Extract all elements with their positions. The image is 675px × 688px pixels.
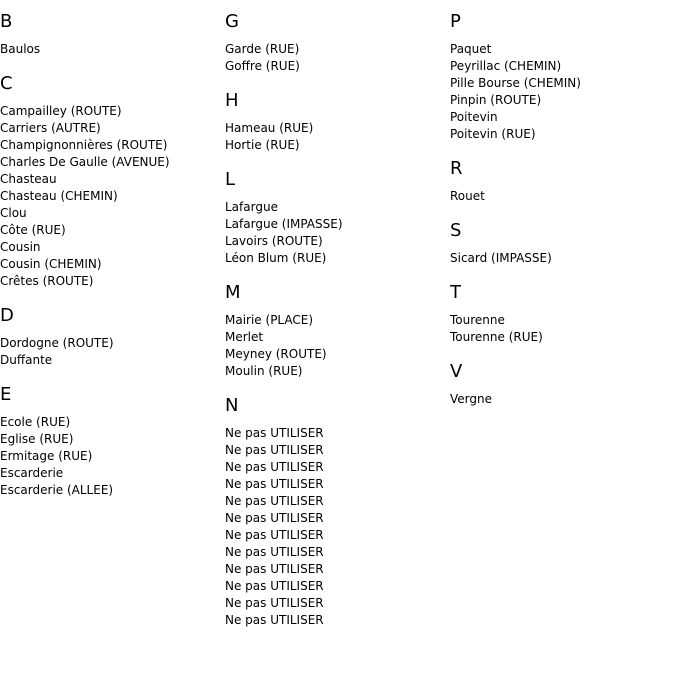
list-item	[450, 75, 670, 92]
street-index-column-1	[0, 0, 220, 514]
letter-group-t	[450, 282, 670, 346]
street-list	[0, 41, 220, 58]
list-item	[225, 137, 445, 154]
street-list	[450, 391, 670, 408]
street-link[interactable]: Léon Blum (RUE)	[225, 251, 327, 265]
list-item	[225, 216, 445, 233]
letter-group-e	[0, 384, 220, 499]
street-link[interactable]: Goffre (RUE)	[225, 59, 300, 73]
street-link[interactable]: Mairie (PLACE)	[225, 313, 314, 327]
street-list	[225, 425, 445, 629]
letter-heading: N	[225, 395, 239, 416]
street-link[interactable]: Ne pas UTILISER	[225, 460, 324, 474]
street-list	[225, 120, 445, 154]
street-link[interactable]: Ne pas UTILISER	[225, 562, 324, 576]
street-link[interactable]: Tourenne	[450, 313, 505, 327]
list-item	[225, 442, 445, 459]
list-item	[225, 578, 445, 595]
list-item	[0, 448, 220, 465]
letter-heading: T	[450, 282, 461, 303]
letter-group-c	[0, 73, 220, 290]
letter-group-s	[450, 220, 670, 267]
list-item	[225, 510, 445, 527]
street-link[interactable]: Pinpin (ROUTE)	[450, 93, 542, 107]
list-item	[0, 256, 220, 273]
street-index-column-3	[450, 0, 670, 423]
street-link[interactable]: Duffante	[0, 353, 53, 367]
letter-group-n	[225, 395, 445, 629]
list-item	[0, 482, 220, 499]
letter-heading: D	[0, 305, 14, 326]
letter-group-d	[0, 305, 220, 369]
street-list	[450, 250, 670, 267]
street-link[interactable]: Charles De Gaulle (AVENUE)	[0, 155, 170, 169]
street-link[interactable]: Campailley (ROUTE)	[0, 104, 122, 118]
street-link[interactable]: Ne pas UTILISER	[225, 443, 324, 457]
street-link[interactable]: Lafargue (IMPASSE)	[225, 217, 343, 231]
street-link[interactable]: Meyney (ROUTE)	[225, 347, 327, 361]
street-link[interactable]: Ermitage (RUE)	[0, 449, 93, 463]
street-link[interactable]: Dordogne (ROUTE)	[0, 336, 114, 350]
list-item	[450, 329, 670, 346]
letter-heading: B	[0, 11, 13, 32]
list-item	[225, 58, 445, 75]
street-link[interactable]: Ne pas UTILISER	[225, 596, 324, 610]
street-link[interactable]: Cousin	[0, 240, 41, 254]
letter-group-l	[225, 169, 445, 267]
street-link[interactable]: Poitevin	[450, 110, 498, 124]
letter-heading: S	[450, 220, 462, 241]
list-item	[225, 41, 445, 58]
street-link[interactable]: Ne pas UTILISER	[225, 511, 324, 525]
list-item	[225, 459, 445, 476]
list-item	[225, 120, 445, 137]
list-item	[0, 431, 220, 448]
list-item	[450, 188, 670, 205]
street-link[interactable]: Baulos	[0, 42, 41, 56]
letter-group-p	[450, 11, 670, 143]
street-link[interactable]: Tourenne (RUE)	[450, 330, 543, 344]
list-item	[0, 154, 220, 171]
list-item	[0, 171, 220, 188]
street-link[interactable]: Peyrillac (CHEMIN)	[450, 59, 562, 73]
street-link[interactable]: Ne pas UTILISER	[225, 545, 324, 559]
list-item	[0, 465, 220, 482]
street-link[interactable]: Ne pas UTILISER	[225, 494, 324, 508]
street-link[interactable]: Chasteau (CHEMIN)	[0, 189, 118, 203]
letter-group-v	[450, 361, 670, 408]
street-link[interactable]: Garde (RUE)	[225, 42, 300, 56]
street-link[interactable]: Vergne	[450, 392, 492, 406]
street-link[interactable]: Cousin (CHEMIN)	[0, 257, 102, 271]
list-item	[0, 205, 220, 222]
letter-heading: H	[225, 90, 239, 111]
list-item	[225, 250, 445, 267]
list-item	[225, 612, 445, 629]
letter-group-m	[225, 282, 445, 380]
street-link[interactable]: Ne pas UTILISER	[225, 426, 324, 440]
letter-group-g	[225, 11, 445, 75]
list-item	[450, 312, 670, 329]
list-item	[450, 250, 670, 267]
list-item	[0, 239, 220, 256]
list-item	[0, 414, 220, 431]
street-link[interactable]: Escarderie	[0, 466, 64, 480]
street-link[interactable]: Champignonnières (ROUTE)	[0, 138, 168, 152]
list-item	[450, 391, 670, 408]
list-item	[225, 329, 445, 346]
street-link[interactable]: Merlet	[225, 330, 264, 344]
street-link[interactable]: Moulin (RUE)	[225, 364, 303, 378]
street-link[interactable]: Rouet	[450, 189, 485, 203]
list-item	[450, 41, 670, 58]
street-link[interactable]: Lafargue	[225, 200, 278, 214]
list-item	[0, 273, 220, 290]
list-item	[225, 527, 445, 544]
letter-heading: E	[0, 384, 12, 405]
street-link[interactable]: Ne pas UTILISER	[225, 579, 324, 593]
street-list	[0, 103, 220, 290]
street-list	[225, 199, 445, 267]
list-item	[0, 335, 220, 352]
letter-heading: C	[0, 73, 13, 94]
street-link[interactable]: Escarderie (ALLEE)	[0, 483, 114, 497]
street-link[interactable]: Pille Bourse (CHEMIN)	[450, 76, 581, 90]
letter-group-r	[450, 158, 670, 205]
list-item	[225, 544, 445, 561]
street-link[interactable]: Ecole (RUE)	[0, 415, 71, 429]
list-item	[225, 425, 445, 442]
list-item	[225, 561, 445, 578]
street-link[interactable]: Hameau (RUE)	[225, 121, 314, 135]
list-item	[225, 595, 445, 612]
list-item	[450, 109, 670, 126]
list-item	[225, 233, 445, 250]
letter-heading: V	[450, 361, 463, 382]
list-item	[225, 312, 445, 329]
street-link[interactable]: Ne pas UTILISER	[225, 528, 324, 542]
list-item	[0, 188, 220, 205]
street-link[interactable]: Lavoirs (ROUTE)	[225, 234, 323, 248]
street-link[interactable]: Ne pas UTILISER	[225, 613, 324, 627]
letter-group-h	[225, 90, 445, 154]
list-item	[0, 222, 220, 239]
list-item	[225, 346, 445, 363]
street-list	[225, 41, 445, 75]
list-item	[225, 493, 445, 510]
street-link[interactable]: Sicard (IMPASSE)	[450, 251, 552, 265]
street-link[interactable]: Ne pas UTILISER	[225, 477, 324, 491]
street-list	[450, 312, 670, 346]
list-item	[0, 352, 220, 369]
letter-heading: M	[225, 282, 241, 303]
street-list	[225, 312, 445, 380]
street-list	[0, 335, 220, 369]
list-item	[0, 41, 220, 58]
list-item	[450, 92, 670, 109]
street-link[interactable]: Chasteau	[0, 172, 57, 186]
street-list	[450, 188, 670, 205]
street-list	[450, 41, 670, 143]
street-link[interactable]: Hortie (RUE)	[225, 138, 300, 152]
list-item	[450, 58, 670, 75]
list-item	[225, 476, 445, 493]
list-item	[0, 103, 220, 120]
street-link[interactable]: Clou	[0, 206, 27, 220]
letter-heading: P	[450, 11, 461, 32]
street-list	[0, 414, 220, 499]
street-link[interactable]: Paquet	[450, 42, 492, 56]
street-link[interactable]: Carriers (AUTRE)	[0, 121, 101, 135]
street-link[interactable]: Crêtes (ROUTE)	[0, 274, 94, 288]
street-link[interactable]: Côte (RUE)	[0, 223, 66, 237]
letter-heading: L	[225, 169, 236, 190]
list-item	[225, 363, 445, 380]
list-item	[0, 137, 220, 154]
list-item	[450, 126, 670, 143]
street-link[interactable]: Poitevin (RUE)	[450, 127, 536, 141]
list-item	[225, 199, 445, 216]
letter-group-b	[0, 11, 220, 58]
letter-heading: R	[450, 158, 463, 179]
list-item	[0, 120, 220, 137]
street-link[interactable]: Eglise (RUE)	[0, 432, 74, 446]
letter-heading: G	[225, 11, 239, 32]
street-index-column-2	[225, 0, 445, 644]
